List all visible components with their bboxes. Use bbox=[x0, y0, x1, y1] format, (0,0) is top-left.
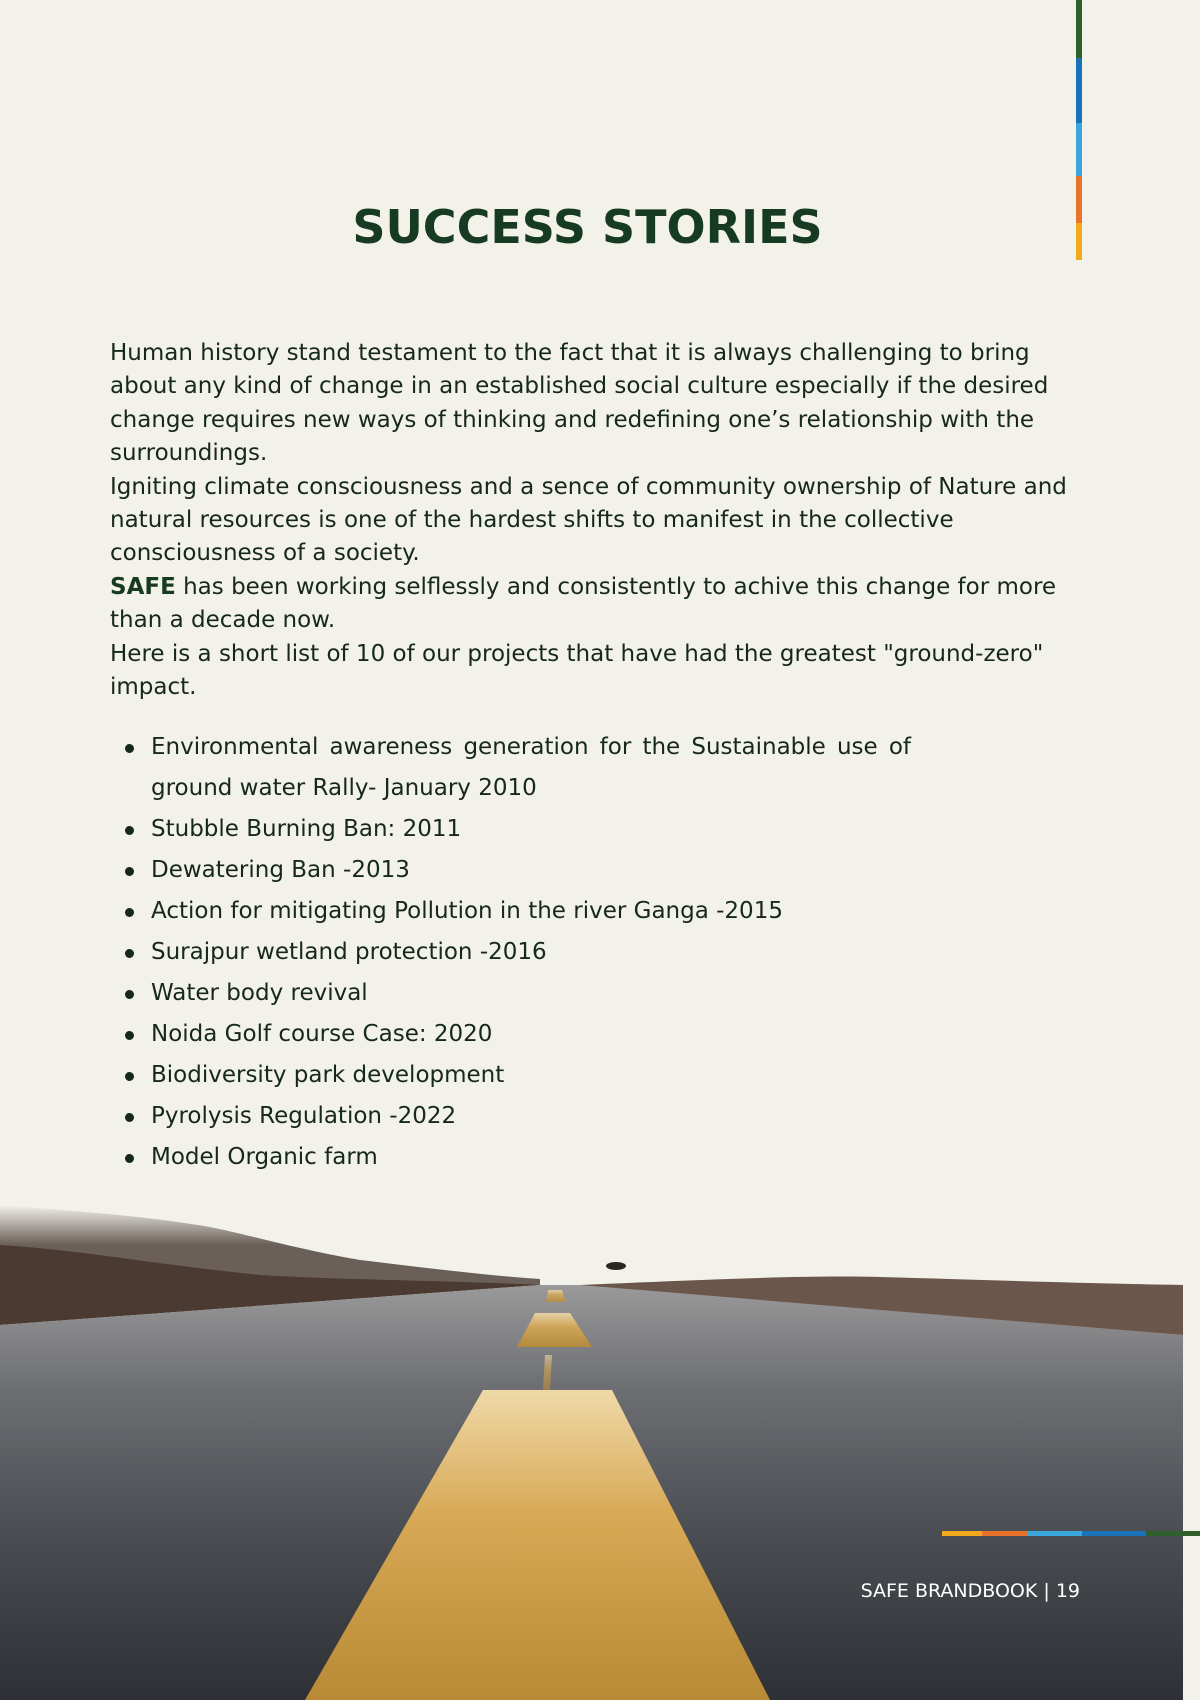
intro-text bbox=[110, 337, 1090, 704]
list-item: Pyrolysis Regulation -2022 bbox=[151, 1096, 911, 1137]
footer-accent-lines bbox=[942, 1531, 1200, 1536]
list-item: Model Organic farm bbox=[151, 1137, 911, 1178]
intro-paragraph-1: Human history stand testament to the fact that it is always challenging to bring about any kind of change in an established social culture especially if the desired change requires new ways of thinking and redefining one’s relationship with the surroundings. bbox=[110, 340, 1049, 467]
list-item: Stubble Burning Ban: 2011 bbox=[151, 809, 911, 850]
page-title: SUCCESS STORIES bbox=[352, 200, 823, 254]
page-footer: SAFE BRANDBOOK | 19 bbox=[860, 1580, 1080, 1602]
road-illustration bbox=[0, 1205, 1183, 1700]
intro-paragraph-4: Here is a short list of 10 of our projects that have had the greatest "ground-zero" impact. bbox=[110, 640, 1044, 701]
intro-paragraph-2: Igniting climate consciousness and a sence of community ownership of Nature and natural resources is one of the hardest shifts to manifest in the collective consciousness of a society. bbox=[110, 473, 1067, 567]
safe-brand-name: SAFE bbox=[110, 573, 176, 600]
road-photo bbox=[0, 1205, 1183, 1700]
list-item: Water body revival bbox=[151, 973, 911, 1014]
intro-paragraph-3-text: has been working selflessly and consistently to achive this change for more than a decade now. bbox=[110, 573, 1057, 634]
list-item: Dewatering Ban -2013 bbox=[151, 850, 911, 891]
list-item: Environmental awareness generation for the Sustainable use of ground water Rally- January 2010 bbox=[151, 727, 911, 809]
list-item: Biodiversity park development bbox=[151, 1055, 911, 1096]
list-item: Action for mitigating Pollution in the river Ganga -2015 bbox=[151, 891, 911, 932]
list-item: Surajpur wetland protection -2016 bbox=[151, 932, 911, 973]
sky-haze bbox=[0, 1205, 1183, 1245]
list-item: Noida Golf course Case: 2020 bbox=[151, 1014, 911, 1055]
intro-paragraph-3 bbox=[110, 571, 1090, 638]
projects-list bbox=[151, 727, 911, 1178]
bird-silhouette bbox=[606, 1262, 626, 1270]
